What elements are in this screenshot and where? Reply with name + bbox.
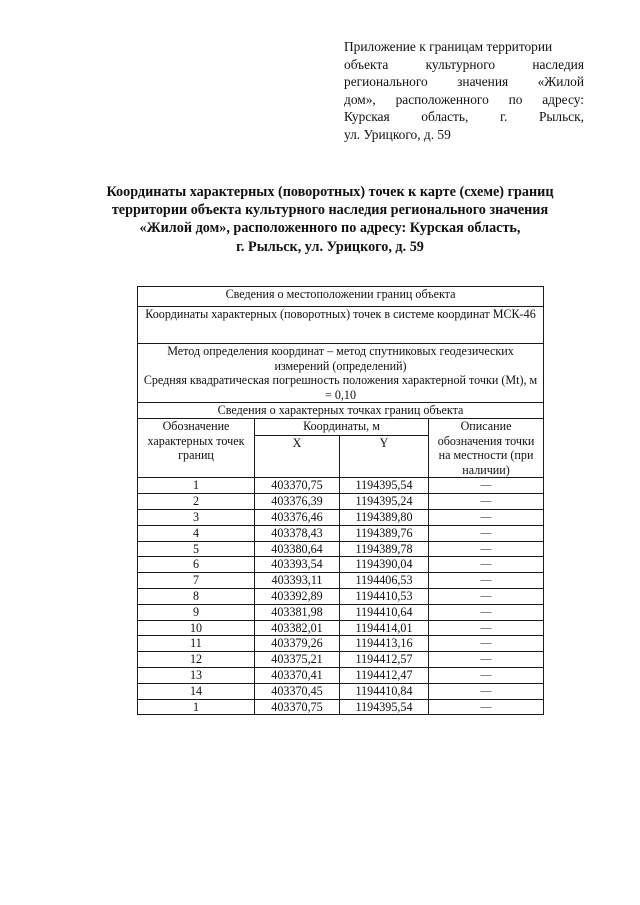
table-row bbox=[138, 604, 544, 620]
point-number-cell: 7 bbox=[138, 573, 255, 589]
table-row bbox=[138, 683, 544, 699]
x-coordinate-cell: 403375,21 bbox=[255, 652, 340, 668]
x-coordinate-cell: 403380,64 bbox=[255, 541, 340, 557]
point-number-cell: 8 bbox=[138, 588, 255, 604]
table-header-row bbox=[138, 344, 544, 403]
coordinates-table bbox=[137, 286, 544, 715]
y-coordinate-cell: 1194414,01 bbox=[340, 620, 429, 636]
appendix-word: Курская bbox=[344, 109, 390, 125]
y-coordinate-cell: 1194390,04 bbox=[340, 557, 429, 573]
appendix-word: регионального bbox=[344, 74, 428, 90]
x-coordinate-cell: 403392,89 bbox=[255, 588, 340, 604]
table-row bbox=[138, 667, 544, 683]
document-title bbox=[60, 183, 600, 256]
table-row bbox=[138, 573, 544, 589]
y-coordinate-cell: 1194395,54 bbox=[340, 478, 429, 494]
col-header-point: Обозначение характерных точек границ bbox=[138, 418, 255, 477]
point-number-cell: 1 bbox=[138, 478, 255, 494]
y-coordinate-cell: 1194410,53 bbox=[340, 588, 429, 604]
appendix-word: адресу: bbox=[542, 91, 584, 107]
col-header-y: Y bbox=[340, 435, 429, 477]
appendix-word: по bbox=[508, 91, 523, 107]
description-cell: — bbox=[429, 494, 544, 510]
table-header-row bbox=[138, 287, 544, 307]
table-row bbox=[138, 541, 544, 557]
x-coordinate-cell: 403379,26 bbox=[255, 636, 340, 652]
table-row bbox=[138, 494, 544, 510]
appendix-word: ул. Урицкого, д. 59 bbox=[344, 126, 451, 142]
y-coordinate-cell: 1194395,54 bbox=[340, 699, 429, 715]
x-coordinate-cell: 403370,75 bbox=[255, 478, 340, 494]
y-coordinate-cell: 1194410,84 bbox=[340, 683, 429, 699]
description-cell: — bbox=[429, 636, 544, 652]
description-cell: — bbox=[429, 541, 544, 557]
table-row bbox=[138, 620, 544, 636]
col-header-description: Описание обозначения точки на местности (при наличии) bbox=[429, 418, 544, 477]
y-coordinate-cell: 1194410,64 bbox=[340, 604, 429, 620]
points-header-cell: Сведения о характерных точках границ объекта bbox=[138, 403, 544, 419]
description-cell: — bbox=[429, 683, 544, 699]
description-cell: — bbox=[429, 604, 544, 620]
point-number-cell: 5 bbox=[138, 541, 255, 557]
y-coordinate-cell: 1194406,53 bbox=[340, 573, 429, 589]
x-coordinate-cell: 403376,46 bbox=[255, 509, 340, 525]
description-cell: — bbox=[429, 573, 544, 589]
table-row bbox=[138, 509, 544, 525]
appendix-word: г. bbox=[499, 109, 508, 125]
method-line: Метод определения координат – метод спутниковых геодезических измерений (определений) bbox=[167, 344, 514, 373]
x-coordinate-cell: 403393,54 bbox=[255, 557, 340, 573]
col-header-x: X bbox=[255, 435, 340, 477]
appendix-word: Приложение к границам территории bbox=[344, 39, 553, 54]
appendix-word: расположенного bbox=[395, 91, 489, 107]
point-number-cell: 4 bbox=[138, 525, 255, 541]
table-row bbox=[138, 557, 544, 573]
point-number-cell: 14 bbox=[138, 683, 255, 699]
appendix-line bbox=[344, 56, 584, 74]
point-number-cell: 11 bbox=[138, 636, 255, 652]
y-coordinate-cell: 1194412,47 bbox=[340, 667, 429, 683]
y-coordinate-cell: 1194412,57 bbox=[340, 652, 429, 668]
appendix-word: значения bbox=[457, 74, 509, 90]
error-line: Средняя квадратическая погрешность положения характерной точки (Mt), м = 0,10 bbox=[143, 373, 538, 402]
point-number-cell: 13 bbox=[138, 667, 255, 683]
y-coordinate-cell: 1194389,80 bbox=[340, 509, 429, 525]
description-cell: — bbox=[429, 525, 544, 541]
point-number-cell: 6 bbox=[138, 557, 255, 573]
y-coordinate-cell: 1194395,24 bbox=[340, 494, 429, 510]
point-number-cell: 2 bbox=[138, 494, 255, 510]
appendix-word: дом», bbox=[344, 91, 376, 107]
appendix-word: объекта bbox=[344, 56, 389, 72]
appendix-line bbox=[344, 38, 584, 56]
title-line: Координаты характерных (поворотных) точек к карте (схеме) границ bbox=[106, 184, 554, 200]
appendix-note bbox=[344, 38, 584, 144]
table-header-row bbox=[138, 307, 544, 344]
description-cell: — bbox=[429, 667, 544, 683]
col-header-coords: Координаты, м bbox=[255, 418, 429, 435]
description-cell: — bbox=[429, 699, 544, 715]
table-header-row bbox=[138, 403, 544, 419]
appendix-line bbox=[344, 126, 584, 144]
point-number-cell: 9 bbox=[138, 604, 255, 620]
appendix-word: область, bbox=[421, 109, 469, 125]
location-header-cell: Сведения о местоположении границ объекта bbox=[138, 287, 544, 307]
appendix-word: наследия bbox=[532, 56, 584, 72]
y-coordinate-cell: 1194389,76 bbox=[340, 525, 429, 541]
appendix-word: Рыльск, bbox=[538, 109, 584, 125]
description-cell: — bbox=[429, 509, 544, 525]
y-coordinate-cell: 1194389,78 bbox=[340, 541, 429, 557]
point-number-cell: 1 bbox=[138, 699, 255, 715]
method-cell bbox=[138, 344, 544, 403]
appendix-line bbox=[344, 73, 584, 91]
title-line: г. Рыльск, ул. Урицкого, д. 59 bbox=[236, 238, 424, 255]
description-cell: — bbox=[429, 620, 544, 636]
y-coordinate-cell: 1194413,16 bbox=[340, 636, 429, 652]
description-cell: — bbox=[429, 652, 544, 668]
coord-system-cell: Координаты характерных (поворотных) точек в системе координат МСК-46 bbox=[138, 307, 544, 344]
table-row bbox=[138, 652, 544, 668]
x-coordinate-cell: 403376,39 bbox=[255, 494, 340, 510]
appendix-word: «Жилой bbox=[537, 74, 584, 90]
table-header-row bbox=[138, 418, 544, 435]
description-cell: — bbox=[429, 588, 544, 604]
x-coordinate-cell: 403370,75 bbox=[255, 699, 340, 715]
description-cell: — bbox=[429, 478, 544, 494]
title-line: «Жилой дом», расположенного по адресу: Курская область, bbox=[139, 220, 521, 237]
x-coordinate-cell: 403370,41 bbox=[255, 667, 340, 683]
appendix-word: культурного bbox=[425, 56, 496, 72]
title-line: территории объекта культурного наследия регионального значения bbox=[111, 202, 549, 219]
x-coordinate-cell: 403370,45 bbox=[255, 683, 340, 699]
point-number-cell: 12 bbox=[138, 652, 255, 668]
table-row bbox=[138, 525, 544, 541]
table-row bbox=[138, 699, 544, 715]
x-coordinate-cell: 403378,43 bbox=[255, 525, 340, 541]
point-number-cell: 3 bbox=[138, 509, 255, 525]
appendix-line bbox=[344, 108, 584, 126]
description-cell: — bbox=[429, 557, 544, 573]
table-row bbox=[138, 478, 544, 494]
x-coordinate-cell: 403382,01 bbox=[255, 620, 340, 636]
table-row bbox=[138, 636, 544, 652]
table-row bbox=[138, 588, 544, 604]
x-coordinate-cell: 403381,98 bbox=[255, 604, 340, 620]
x-coordinate-cell: 403393,11 bbox=[255, 573, 340, 589]
appendix-line bbox=[344, 91, 584, 109]
point-number-cell: 10 bbox=[138, 620, 255, 636]
